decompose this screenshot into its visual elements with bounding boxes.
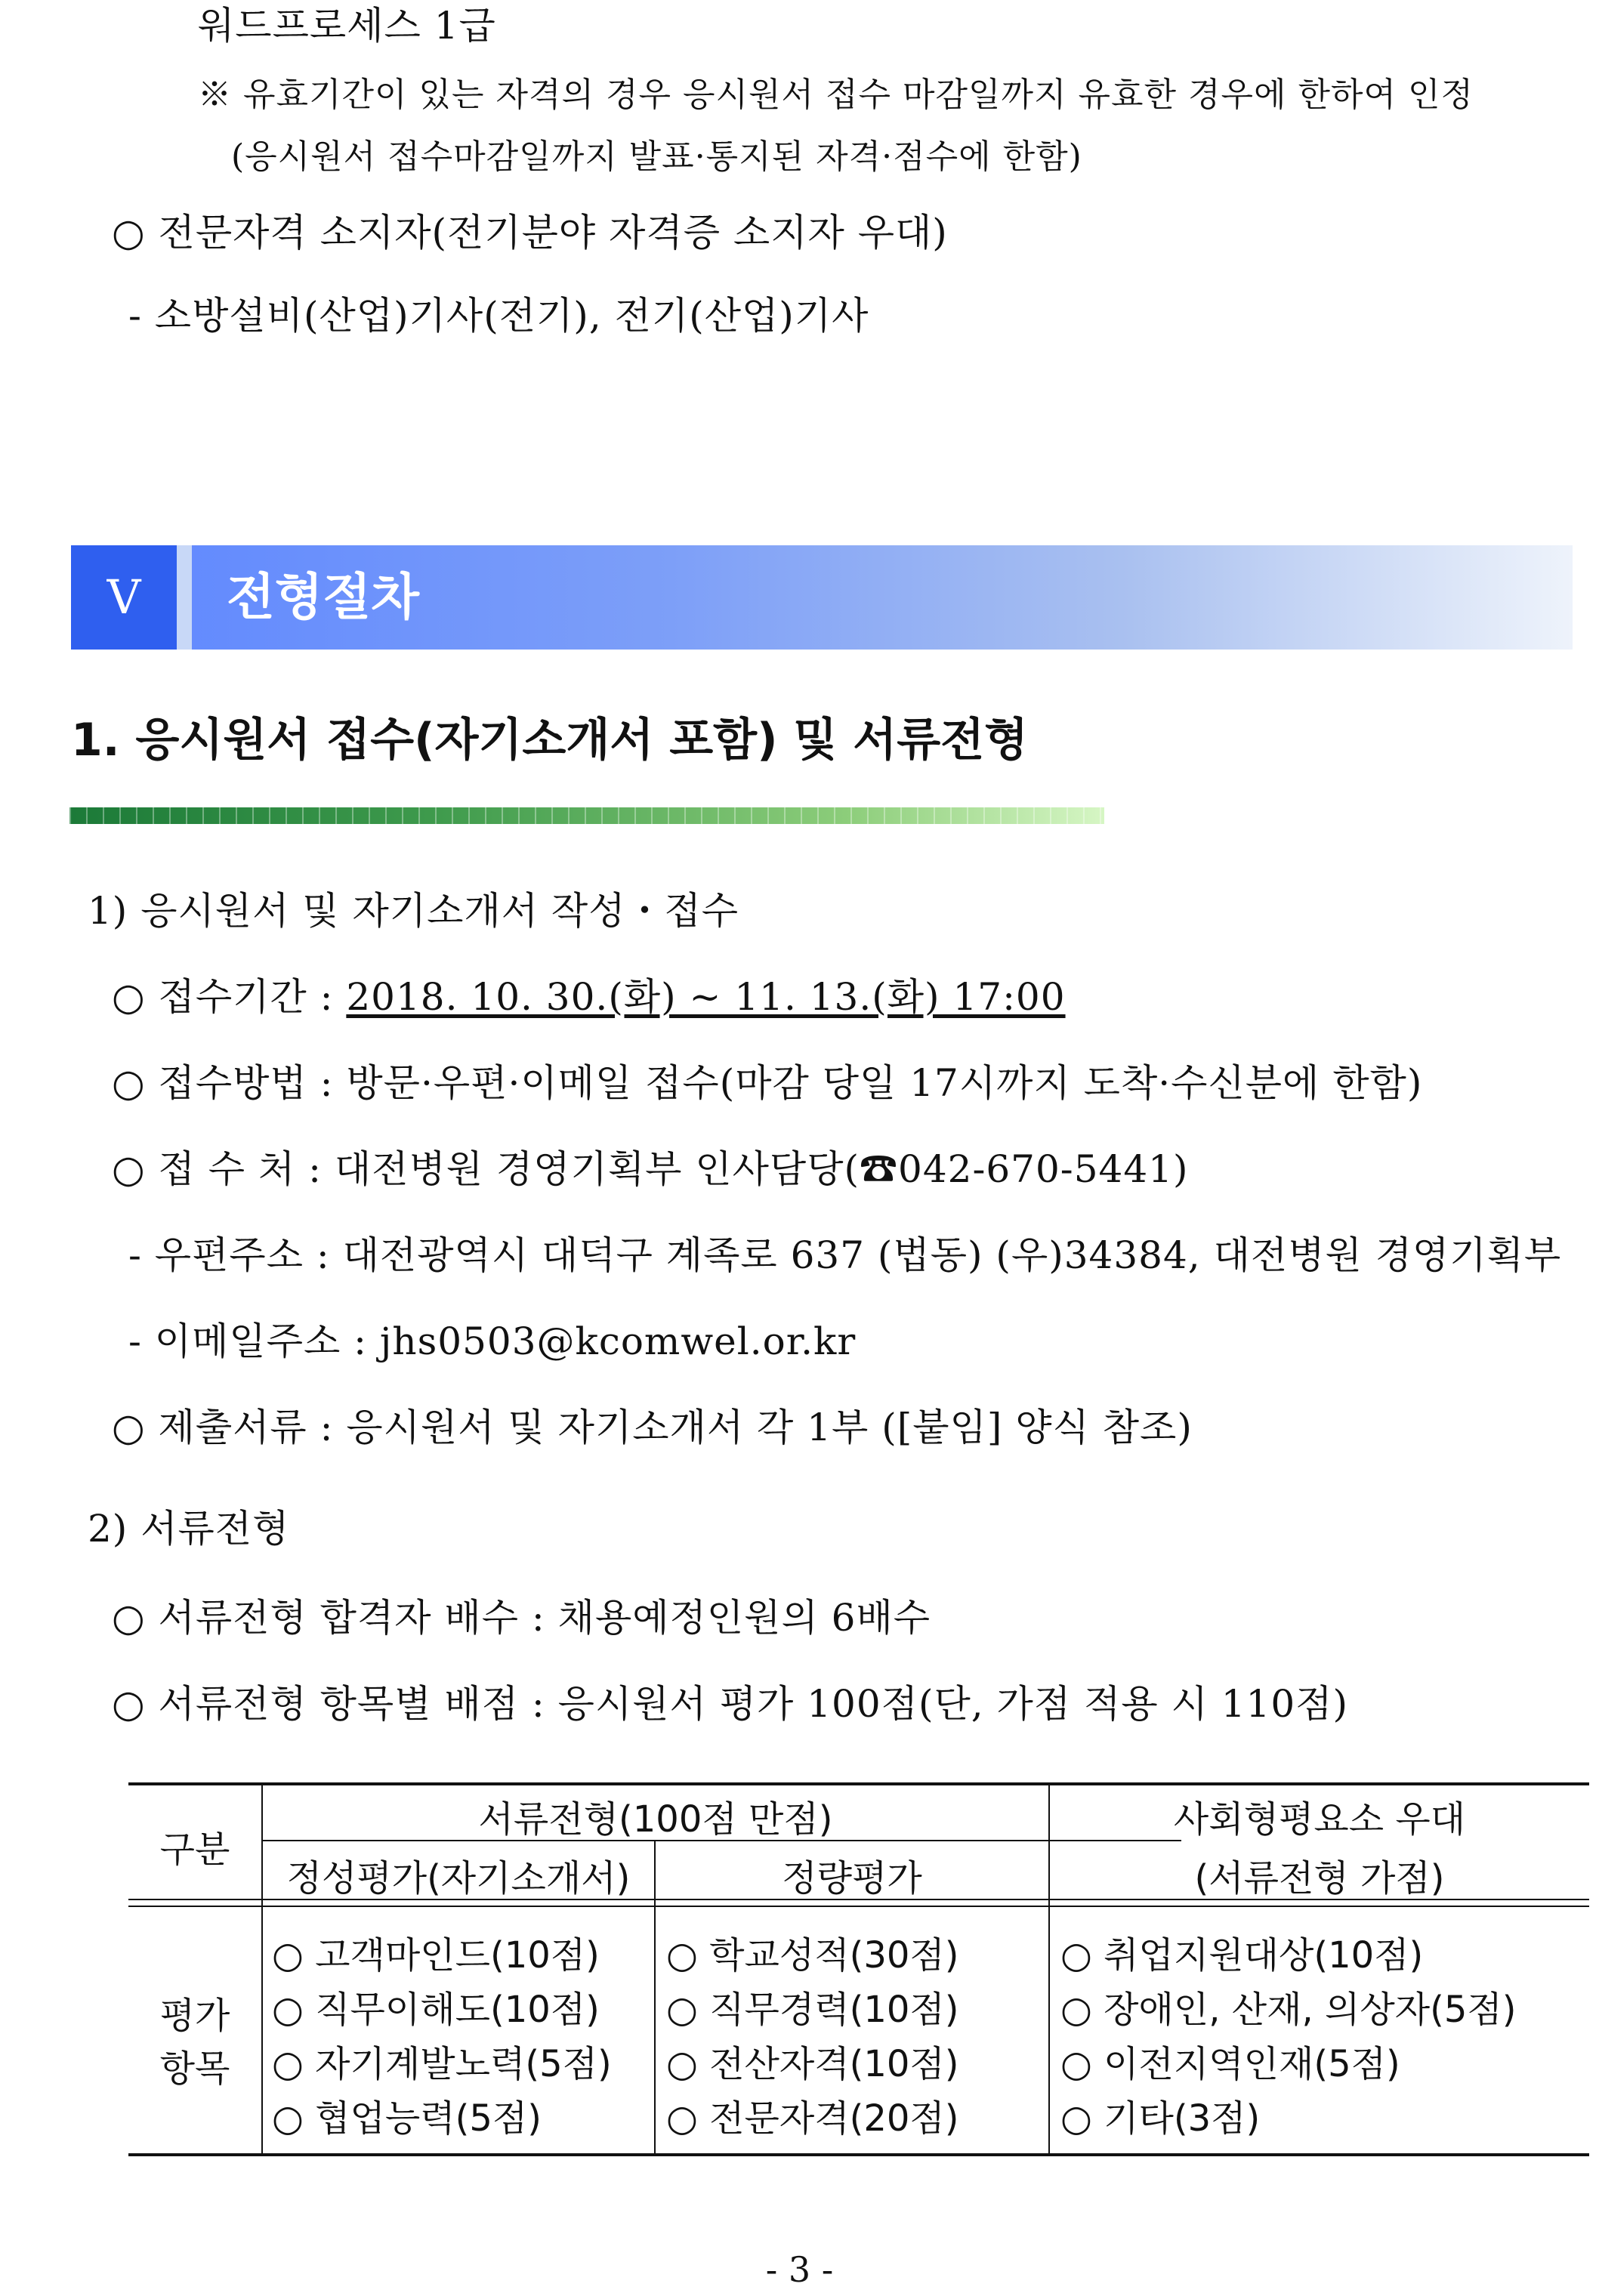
qual-item: ○ 직무이해도(10점) bbox=[272, 1989, 600, 2031]
header-social-equity: 사회형평요소 우대 bbox=[1173, 1798, 1466, 1841]
bullet-professional-cert: ○ 전문자격 소지자(전기분야 자격증 소지자 우대) bbox=[112, 211, 948, 255]
qual-item: ○ 고객마인드(10점) bbox=[272, 1934, 600, 1977]
social-item: ○ 기타(3점) bbox=[1060, 2097, 1261, 2140]
scoring-line: ○ 서류전형 항목별 배점 : 응시원서 평가 100점(단, 가점 적용 시 110점) bbox=[112, 1682, 1348, 1726]
part1-heading: 1) 응시원서 및 자기소개서 작성・접수 bbox=[88, 889, 739, 933]
qual-item: ○ 자기계발노력(5점) bbox=[272, 2043, 612, 2085]
header-gubun: 구분 bbox=[159, 1828, 230, 1871]
validity-note-sub: (응시원서 접수마감일까지 발표·통지된 자격·점수에 한함) bbox=[231, 137, 1082, 176]
table-bottom-border bbox=[128, 2153, 1589, 2156]
section-divider bbox=[177, 545, 192, 650]
period-line bbox=[112, 974, 1066, 1020]
period-value: 2018. 10. 30.(화) ~ 11. 13.(화) 17:00 bbox=[346, 975, 1066, 1019]
header-qualitative: 정성평가(자기소개서) bbox=[286, 1857, 631, 1899]
quant-item: ○ 직무경력(10점) bbox=[666, 1989, 959, 2031]
part2-heading: 2) 서류전형 bbox=[88, 1507, 290, 1551]
qual-item: ○ 협업능력(5점) bbox=[272, 2097, 542, 2140]
section-number: Ⅴ bbox=[106, 569, 141, 625]
quant-item: ○ 전산자격(10점) bbox=[666, 2043, 959, 2085]
email-line: - 이메일주소 : jhs0503@kcomwel.or.kr bbox=[128, 1319, 857, 1363]
social-item: ○ 취업지원대상(10점) bbox=[1060, 1934, 1424, 1977]
dash-cert-list: - 소방설비(산업)기사(전기), 전기(산업)기사 bbox=[128, 294, 869, 338]
table-top-border bbox=[128, 1782, 1589, 1785]
place-line: ○ 접 수 처 : 대전병원 경영기획부 인사담당(☎042-670-5441) bbox=[112, 1147, 1189, 1191]
quant-item: ○ 전문자격(20점) bbox=[666, 2097, 959, 2140]
validity-note: ※ 유효기간이 있는 자격의 경우 응시원서 접수 마감일까지 유효한 경우에 한하여 인정 bbox=[198, 76, 1474, 114]
intro-line: 워드프로세스 1급 bbox=[198, 4, 496, 48]
row-label-eval: 평가 bbox=[159, 1995, 230, 2037]
row-label-items: 항목 bbox=[159, 2048, 230, 2090]
header-document-screening: 서류전형(100점 만점) bbox=[478, 1798, 833, 1841]
documents-line: ○ 제출서류 : 응시원서 및 자기소개서 각 1부 ([붙임] 양식 참조) bbox=[112, 1406, 1193, 1449]
postal-line: - 우편주소 : 대전광역시 대덕구 계족로 637 (법동) (우)34384, 대전병원 경영기획부 bbox=[128, 1233, 1562, 1277]
section-title: 전형절차 bbox=[227, 568, 420, 626]
quant-item: ○ 학교성적(30점) bbox=[666, 1934, 959, 1977]
social-item: ○ 장애인, 산재, 의상자(5점) bbox=[1060, 1989, 1517, 2031]
evaluation-table bbox=[128, 1782, 1589, 2156]
period-label: ○ 접수기간 : bbox=[112, 975, 347, 1019]
subheading-underline-bar bbox=[69, 807, 1104, 824]
header-quantitative: 정량평가 bbox=[782, 1857, 922, 1899]
social-item: ○ 이전지역인재(5점) bbox=[1060, 2043, 1400, 2085]
method-line: ○ 접수방법 : 방문·우편·이메일 접수(마감 당일 17시까지 도착·수신분에 한함) bbox=[112, 1061, 1423, 1105]
subheading: 1. 응시원서 접수(자기소개서 포함) 및 서류전형 bbox=[71, 714, 1029, 767]
header-social-equity-sub: (서류전형 가점) bbox=[1194, 1857, 1445, 1899]
page-number: - 3 - bbox=[765, 2249, 834, 2290]
table-header-bottom-2 bbox=[128, 1906, 1589, 1907]
pass-multiple-line: ○ 서류전형 합격자 배수 : 채용예정인원의 6배수 bbox=[112, 1596, 931, 1640]
